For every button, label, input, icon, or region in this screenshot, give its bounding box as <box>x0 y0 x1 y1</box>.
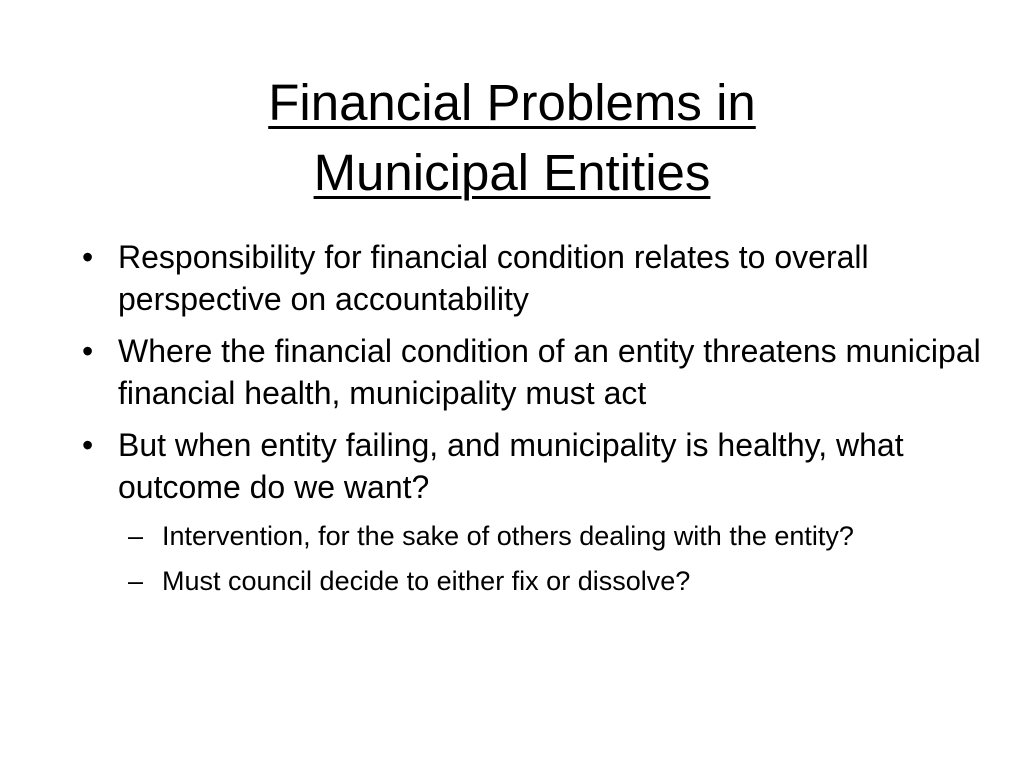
bullet-item <box>80 236 990 320</box>
bullet-text: Responsibility for financial condition relates to overall perspective on accountability <box>118 239 869 317</box>
sub-bullet-item <box>128 518 990 555</box>
sub-bullet-text: Intervention, for the sake of others dealing with the entity? <box>162 521 854 551</box>
sub-bullet-item <box>128 563 990 600</box>
slide-body <box>80 236 990 608</box>
bullet-item <box>80 424 990 508</box>
sub-bullet-text: Must council decide to either fix or dissolve? <box>162 566 691 596</box>
bullet-text: But when entity failing, and municipality is healthy, what outcome do we want? <box>118 427 904 505</box>
slide-title-line-1: Financial Problems in <box>268 74 756 131</box>
sub-bullet-marker: – <box>128 521 144 551</box>
bullet-marker: • <box>82 333 94 369</box>
slide-title <box>60 68 964 208</box>
slide-title-line-2: Municipal Entities <box>313 144 711 201</box>
sub-bullet-marker: – <box>128 566 144 596</box>
bullet-text: Where the financial condition of an entity threatens municipal financial health, municipality must act <box>118 333 981 411</box>
bullet-item <box>80 330 990 414</box>
bullet-marker: • <box>82 239 94 275</box>
bullet-marker: • <box>82 427 94 463</box>
